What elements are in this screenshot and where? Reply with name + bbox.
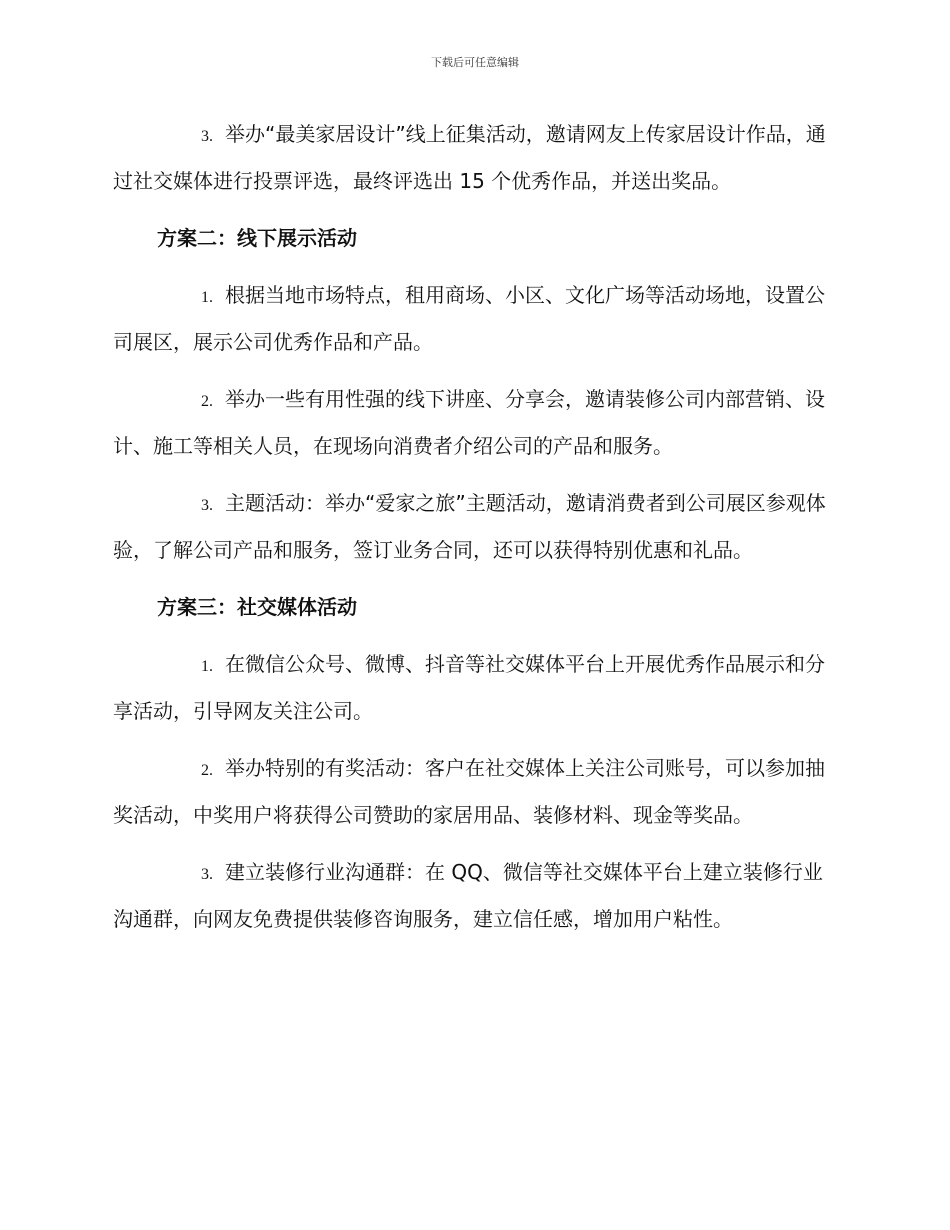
list-item bbox=[113, 377, 838, 469]
page-header: 下载后可任意编辑 bbox=[431, 56, 519, 69]
section-heading: 方案三：社交媒体活动 bbox=[157, 595, 357, 619]
item-number: 1. bbox=[201, 658, 213, 675]
list-item bbox=[113, 642, 838, 734]
item-text: 举办特别的有奖活动：客户在社交媒体上关注公司账号，可以参加抽奖活动，中奖用户将获得公司赞助的家居用品、装修材料、现金等奖品。 bbox=[113, 756, 825, 827]
item-text: 举办“最美家居设计”线上征集活动，邀请网友上传家居设计作品，通过社交媒体进行投票评选，最终评选出 15 个优秀作品，并送出奖品。 bbox=[113, 122, 826, 193]
item-number: 2. bbox=[201, 393, 213, 410]
item-text: 举办一些有用性强的线下讲座、分享会，邀请装修公司内部营销、设计、施工等相关人员，在现场向消费者介绍公司的产品和服务。 bbox=[113, 387, 825, 458]
item-number: 3. bbox=[201, 497, 213, 514]
item-number: 2. bbox=[201, 762, 213, 779]
list-item bbox=[113, 746, 838, 838]
item-text: 根据当地市场特点，租用商场、小区、文化广场等活动场地，设置公司展区，展示公司优秀作品和产品。 bbox=[113, 283, 825, 354]
item-number: 3. bbox=[201, 866, 213, 883]
item-text: 在微信公众号、微博、抖音等社交媒体平台上开展优秀作品展示和分享活动，引导网友关注公司。 bbox=[113, 652, 825, 723]
item-text: 主题活动：举办“爱家之旅”主题活动，邀请消费者到公司展区参观体验，了解公司产品和服务，签订业务合同，还可以获得特别优惠和礼品。 bbox=[113, 491, 826, 562]
list-item bbox=[113, 850, 838, 942]
document-body bbox=[113, 112, 838, 954]
list-item bbox=[113, 273, 838, 365]
list-item bbox=[113, 112, 838, 204]
item-number: 1. bbox=[201, 289, 213, 306]
item-number: 3. bbox=[201, 128, 213, 145]
section-heading: 方案二：线下展示活动 bbox=[157, 226, 357, 250]
item-text: 建立装修行业沟通群：在 QQ、微信等社交媒体平台上建立装修行业沟通群，向网友免费提供装修咨询服务，建立信任感，增加用户粘性。 bbox=[113, 860, 823, 931]
list-item bbox=[113, 481, 838, 573]
